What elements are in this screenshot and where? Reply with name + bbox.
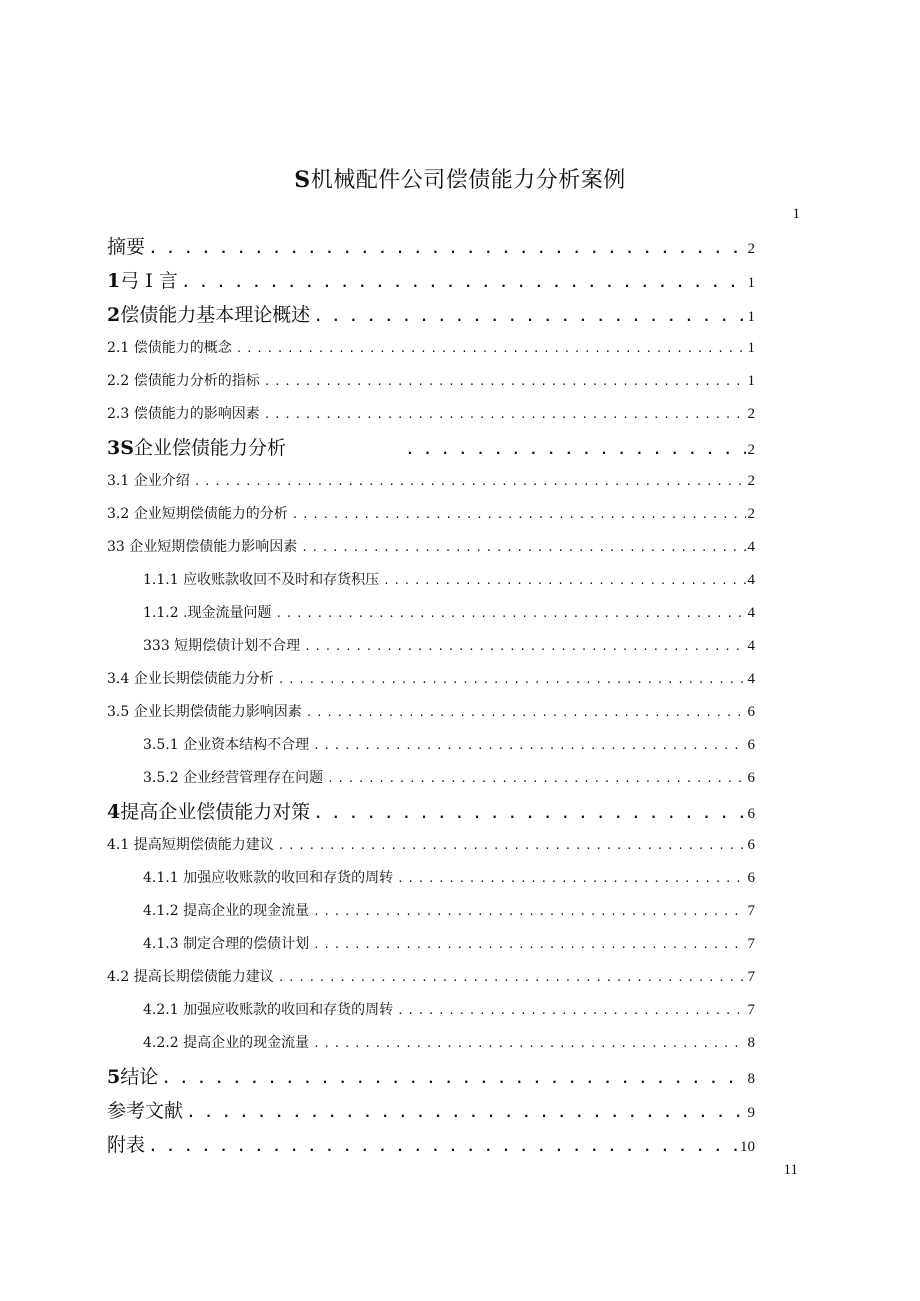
toc-entry-text: 4.1 提高短期偿债能力建议 (107, 837, 274, 853)
toc-entry-text: 提高企业偿债能力对策 (120, 801, 311, 823)
toc-leader-dots (313, 928, 745, 961)
toc-leader-dots (314, 301, 745, 332)
toc-entry-label (107, 398, 260, 431)
toc-entry-page: 2 (747, 442, 755, 458)
toc-entry-label (107, 961, 274, 994)
title-lead: S (294, 167, 311, 193)
toc-leader-dots (304, 630, 745, 663)
toc-entry[interactable] (107, 928, 755, 961)
toc-entry[interactable] (107, 829, 755, 862)
toc-leader-dots (264, 365, 746, 398)
toc-entry-text: 企业偿债能力分析 (133, 437, 286, 459)
toc-entry-page: 1 (747, 340, 755, 356)
toc-entry-text: 4.1.1 加强应收账款的收回和存货的周转 (143, 870, 394, 886)
toc-entry-page: 4 (747, 671, 755, 687)
toc-entry-label (143, 895, 309, 928)
toc-entry-page: 10 (740, 1139, 755, 1155)
toc-entry[interactable] (107, 994, 755, 1027)
toc-entry[interactable] (107, 332, 755, 365)
toc-entry[interactable] (107, 1060, 755, 1094)
toc-entry-label (107, 663, 274, 696)
toc-entry-page: 4 (747, 539, 755, 555)
toc-entry[interactable] (107, 630, 755, 663)
toc-entry[interactable] (107, 1128, 755, 1162)
toc-entry[interactable] (107, 762, 755, 795)
toc-entry-label (107, 465, 190, 498)
toc-leader-dots (278, 829, 746, 862)
toc-leader-dots (278, 663, 746, 696)
toc-entry[interactable] (107, 795, 755, 829)
toc-entry-text: 3.1 企业介绍 (107, 473, 190, 489)
toc-entry-number: 2 (107, 304, 121, 326)
toc-entry[interactable] (107, 531, 755, 564)
toc-leader-dots (406, 434, 746, 465)
toc-entry-text: 4.1.2 提高企业的现金流量 (143, 903, 310, 919)
toc-entry-label (107, 531, 297, 564)
toc-entry[interactable] (107, 398, 755, 431)
title-text: 机械配件公司偿债能力分析案例 (310, 168, 626, 193)
toc-entry-page: 8 (747, 1071, 755, 1087)
toc-entry-label (107, 365, 260, 398)
toc-entry-page: 6 (747, 704, 755, 720)
toc-leader-dots (313, 895, 745, 928)
toc-entry-text: 3.2 企业短期偿债能力的分析 (107, 506, 288, 522)
toc-entry-text: 1.1.2 .现金流量问题 (143, 605, 272, 621)
toc-entry-text: 3.5 企业长期偿债能力影响因素 (107, 704, 302, 720)
toc-entry-label (143, 564, 379, 597)
toc-entry-page: 4 (747, 638, 755, 654)
toc-entry[interactable] (107, 862, 755, 895)
toc-entry-label (107, 1060, 158, 1094)
toc-entry-text: 附表 (107, 1134, 146, 1156)
toc-leader-dots (397, 862, 745, 895)
toc-entry-label (143, 630, 300, 663)
toc-entry-label (107, 431, 402, 465)
toc-entry-label (143, 1027, 309, 1060)
toc-entry-page: 7 (747, 936, 755, 952)
toc-entry-page: 9 (747, 1105, 755, 1121)
toc-entry-text: 4.2.2 提高企业的现金流量 (143, 1035, 310, 1051)
toc-entry-label (107, 332, 232, 365)
toc-entry-page: 8 (747, 1035, 755, 1051)
toc-entry-page: 7 (747, 969, 755, 985)
toc-leader-dots (236, 332, 746, 365)
toc-entry-text: 4.2.1 加强应收账款的收回和存货的周转 (143, 1002, 394, 1018)
toc-entry-text: 4.2 提高长期偿债能力建议 (107, 969, 274, 985)
toc-entry-page: 1 (747, 373, 755, 389)
toc-entry-page: 2 (747, 473, 755, 489)
toc-entry-text: 结论 (120, 1066, 159, 1088)
toc-entry-page: 4 (747, 572, 755, 588)
toc-leader-dots (313, 1027, 745, 1060)
toc-leader-dots (327, 762, 745, 795)
toc-entry-page: 6 (747, 837, 755, 853)
toc-entry[interactable] (107, 230, 755, 264)
toc-leader-dots (313, 729, 745, 762)
toc-entry-label (107, 795, 310, 829)
toc-entry-label (107, 696, 302, 729)
toc-entry-text: 摘要 (107, 236, 146, 258)
toc-entry-text: 偿债能力基本理论概述 (120, 304, 311, 326)
toc-entry[interactable] (107, 663, 755, 696)
toc-entry-page: 2 (747, 406, 755, 422)
toc-entry-label (143, 729, 309, 762)
toc-entry-text: 4.1.3 制定合理的偿债计划 (143, 936, 310, 952)
toc-entry[interactable] (107, 961, 755, 994)
toc-entry-page: 2 (747, 241, 755, 257)
toc-entry-label (107, 264, 178, 298)
toc-entry-text: 33 企业短期偿债能力影响因素 (107, 539, 298, 555)
toc-entry[interactable] (107, 597, 755, 630)
toc-leader-dots (264, 398, 746, 431)
toc-entry-number: 1 (107, 270, 121, 292)
toc-entry[interactable] (107, 1094, 755, 1128)
toc-leader-dots (276, 597, 746, 630)
toc-entry-text: 参考文献 (107, 1100, 184, 1122)
toc-entry-text: 333 短期偿债计划不合理 (143, 638, 301, 654)
toc-entry-label (107, 1094, 183, 1128)
toc-entry-label (107, 498, 288, 531)
toc-entry-page: 7 (747, 903, 755, 919)
table-of-contents (107, 230, 755, 1162)
toc-entry[interactable] (107, 465, 755, 498)
toc-entry-text: 2.3 偿债能力的影响因素 (107, 406, 260, 422)
toc-entry[interactable] (107, 729, 755, 762)
toc-entry-page: 7 (747, 1002, 755, 1018)
toc-entry-label (107, 829, 274, 862)
toc-leader-dots (278, 961, 746, 994)
toc-entry-page: 2 (747, 506, 755, 522)
toc-entry-page: 1 (747, 309, 755, 325)
toc-entry[interactable] (107, 431, 755, 465)
toc-entry-page: 6 (747, 870, 755, 886)
toc-entry[interactable] (107, 264, 755, 298)
toc-entry-label (107, 1128, 145, 1162)
toc-entry[interactable] (107, 696, 755, 729)
toc-entry[interactable] (107, 298, 755, 332)
toc-entry-page: 6 (747, 770, 755, 786)
toc-entry[interactable] (107, 564, 755, 597)
toc-entry-label (107, 298, 310, 332)
toc-leader-dots (149, 1131, 738, 1162)
toc-entry-label (107, 230, 145, 264)
page-number-top: 1 (792, 206, 800, 222)
toc-entry-page: 1 (747, 275, 755, 291)
toc-entry[interactable] (107, 895, 755, 928)
page-number-bottom: 11 (783, 1162, 798, 1178)
toc-entry-page: 6 (747, 806, 755, 822)
toc-leader-dots (383, 564, 745, 597)
toc-entry-label (143, 928, 309, 961)
toc-entry-text: 弓 I 言 (120, 270, 178, 292)
toc-leader-dots (194, 465, 746, 498)
toc-entry-label (143, 862, 393, 895)
toc-entry-number: 3S (107, 437, 134, 459)
toc-entry-text: 3.5.1 企业资本结构不合理 (143, 737, 310, 753)
toc-leader-dots (397, 994, 745, 1027)
toc-leader-dots (306, 696, 746, 729)
toc-leader-dots (292, 498, 746, 531)
toc-leader-dots (187, 1097, 745, 1128)
toc-entry-text: 3.5.2 企业经营管理存在问题 (143, 770, 324, 786)
toc-entry[interactable] (107, 365, 755, 398)
toc-entry-text: 1.1.1 应收账款收回不及时和存货积压 (143, 572, 380, 588)
toc-entry-number: 5 (107, 1066, 121, 1088)
toc-entry-label (143, 994, 393, 1027)
toc-entry-page: 6 (747, 737, 755, 753)
toc-entry-text: 3.4 企业长期偿债能力分析 (107, 671, 274, 687)
toc-leader-dots (149, 233, 745, 264)
toc-entry-number: 4 (107, 801, 121, 823)
toc-entry[interactable] (107, 1027, 755, 1060)
toc-entry-label (143, 762, 323, 795)
toc-leader-dots (182, 267, 746, 298)
toc-leader-dots (301, 531, 745, 564)
toc-entry[interactable] (107, 498, 755, 531)
document-title (0, 164, 920, 197)
toc-leader-dots (314, 798, 745, 829)
toc-entry-page: 4 (747, 605, 755, 621)
toc-entry-label (143, 597, 272, 630)
toc-leader-dots (162, 1063, 745, 1094)
toc-entry-text: 2.1 偿债能力的概念 (107, 340, 232, 356)
toc-entry-text: 2.2 偿债能力分析的指标 (107, 373, 260, 389)
